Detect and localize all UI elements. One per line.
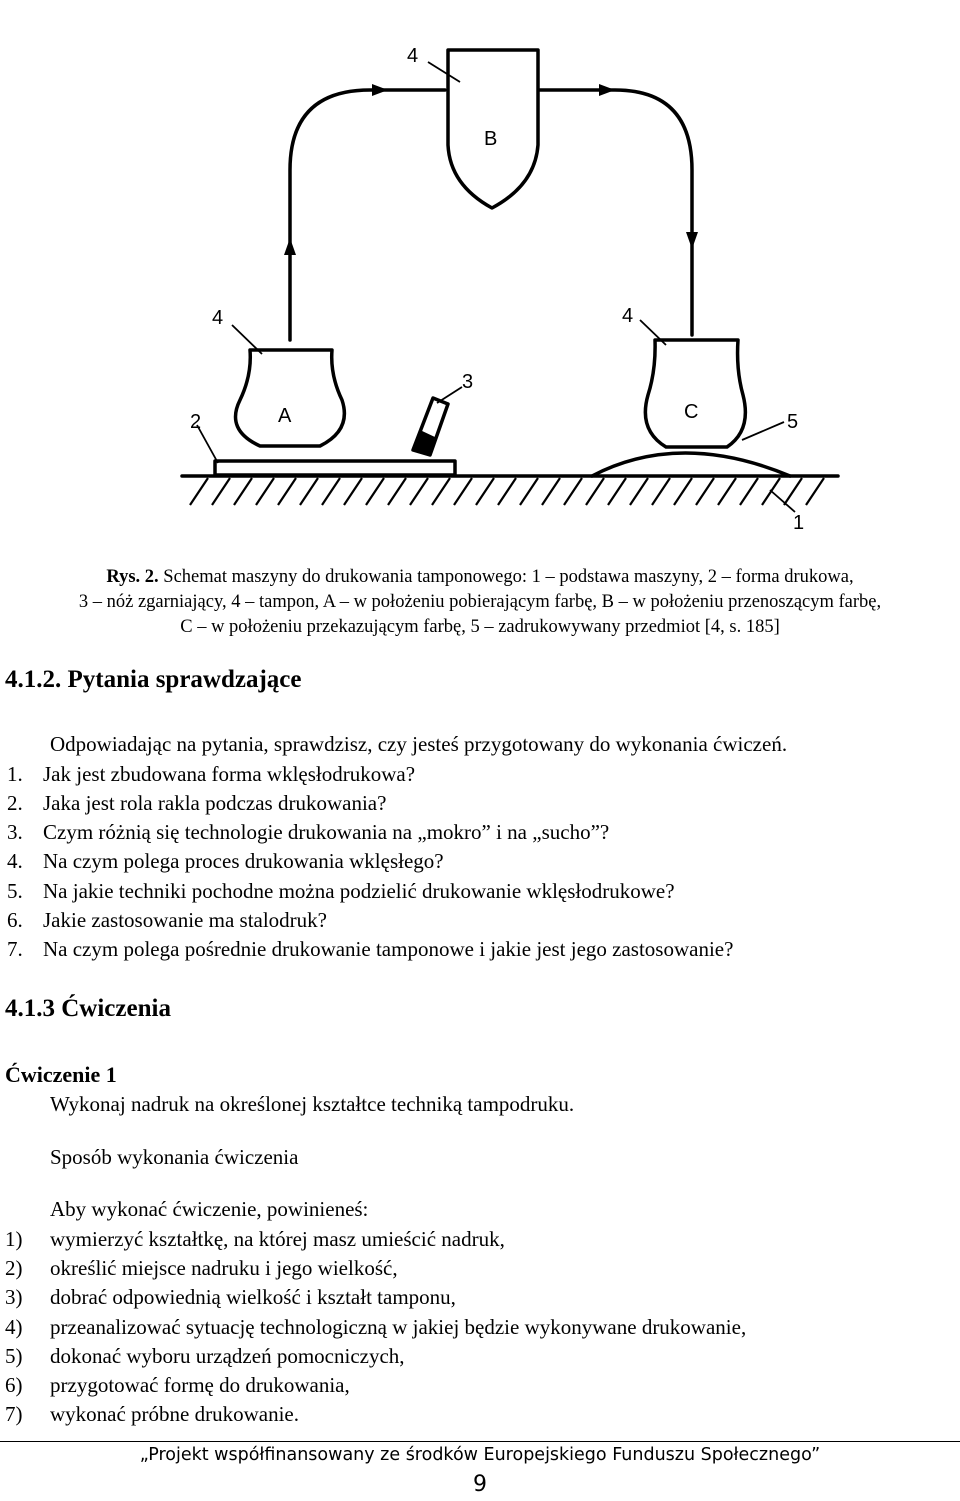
label-form: 2	[190, 411, 202, 433]
label-c: C	[684, 401, 699, 423]
base-hatching	[190, 478, 824, 505]
transfer-path	[290, 90, 445, 340]
printing-form	[215, 461, 455, 475]
label-tampon-left: 4	[212, 307, 224, 329]
footer-divider	[0, 1441, 960, 1442]
steps-intro: Aby wykonać ćwiczenie, powinieneś:	[50, 1197, 369, 1221]
label-a: A	[278, 405, 292, 427]
tampon-printing-machine-diagram	[110, 0, 850, 535]
section-heading-exercises: 4.1.3 Ćwiczenia	[5, 995, 171, 1022]
figure-caption	[0, 565, 960, 640]
label-object: 5	[787, 411, 799, 433]
caption-prefix: Rys. 2.	[106, 567, 159, 587]
questions-intro: Odpowiadając na pytania, sprawdzisz, czy jesteś przygotowany do wykonania ćwiczeń.	[50, 732, 788, 756]
method-heading: Sposób wykonania ćwiczenia	[50, 1145, 299, 1169]
caption-line3: C – w położeniu przekazującym farbę, 5 – zadrukowywany przedmiot [4, s. 185]	[180, 617, 780, 637]
transfer-path-right	[540, 90, 692, 335]
page-number: 9	[473, 1472, 487, 1497]
exercise-task: Wykonaj nadruk na określonej kształtce techniką tampodruku.	[50, 1092, 575, 1116]
printed-object	[592, 453, 790, 476]
label-base: 1	[793, 512, 805, 534]
label-blade: 3	[462, 371, 474, 393]
section-heading-questions: 4.1.2. Pytania sprawdzające	[5, 666, 302, 693]
label-tampon-top: 4	[407, 45, 419, 67]
caption-line2: 3 – nóż zgarniający, 4 – tampon, A – w położeniu pobierającym farbę, B – w położeniu przenoszącym farbę,	[78, 592, 882, 612]
footer-project-note: „Projekt współfinansowany ze środków Europejskiego Funduszu Społecznego”	[139, 1445, 821, 1465]
pad-c	[645, 340, 745, 447]
label-b: B	[484, 128, 498, 150]
caption-line1: Schemat maszyny do drukowania tamponowego: 1 – podstawa maszyny, 2 – forma drukowa,	[163, 567, 854, 587]
label-tampon-right: 4	[622, 305, 634, 327]
exercise-title: Ćwiczenie 1	[5, 1062, 117, 1087]
pad-a	[236, 350, 345, 446]
